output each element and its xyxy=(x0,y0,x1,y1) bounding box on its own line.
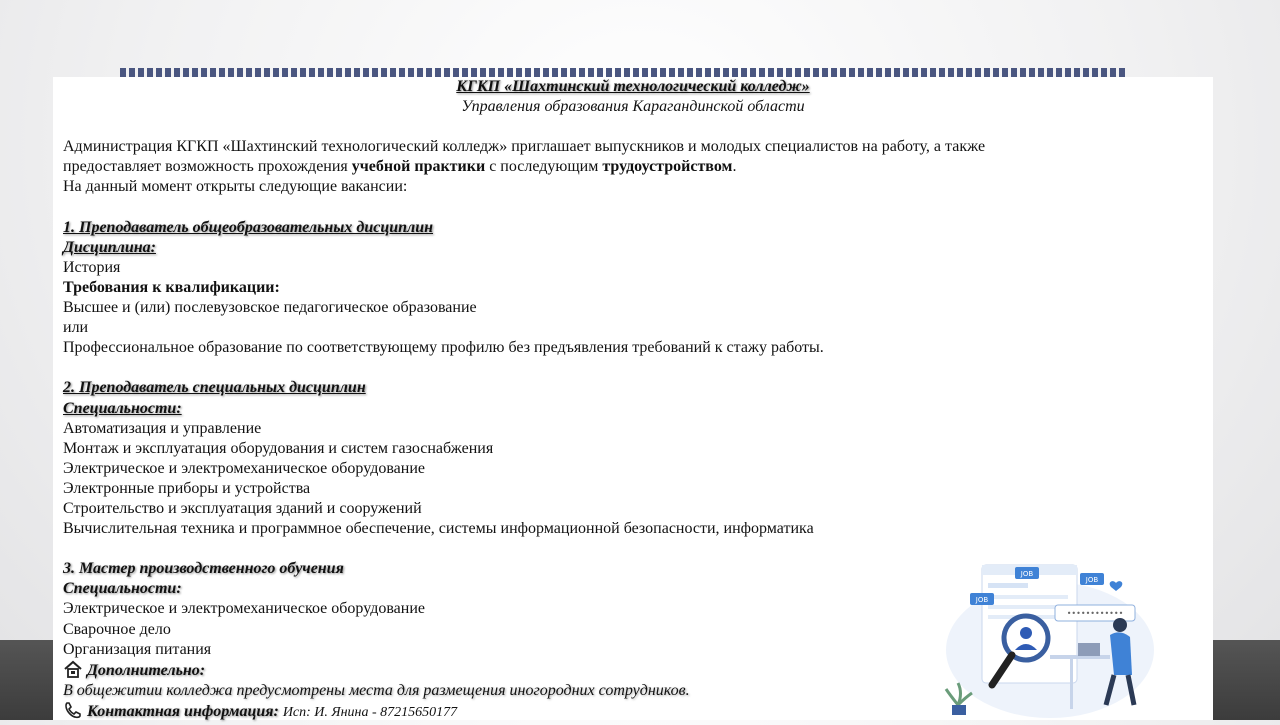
vacancy-2-title: 2. Преподаватель специальных дисциплин xyxy=(63,379,366,397)
vacancy-1-discipline-label: Дисциплина: xyxy=(63,238,156,256)
vacancy-1-req-label: Требования к квалификации: xyxy=(63,278,280,296)
vacancy-1-or: или xyxy=(63,319,89,337)
job-badge-1: JOB xyxy=(1020,570,1034,578)
vacancy-3-item: Сварочное дело xyxy=(63,620,171,638)
vacancy-2-item: Электрическое и электромеханическое оборудование xyxy=(63,459,425,477)
job-search-illustration xyxy=(940,555,1155,720)
vacancy-2-item: Вычислительная техника и программное обеспечение, системы информационной безопасности, информатика xyxy=(63,520,814,538)
org-department: Управления образования Карагандинской области xyxy=(461,98,805,116)
vacancy-1-req-1: Высшее и (или) послевузовское педагогическое образование xyxy=(63,299,477,317)
vacancy-2-spec-label: Специальности: xyxy=(63,399,182,417)
job-badge-3: JOB xyxy=(975,596,989,604)
vacancy-2-item: Автоматизация и управление xyxy=(63,419,262,437)
job-badge-2: JOB xyxy=(1085,576,1099,584)
vacancy-1-discipline: История xyxy=(63,258,121,276)
contact-label: Контактная информация: xyxy=(87,702,279,720)
vacancy-2-item: Строительство и эксплуатация зданий и сооружений xyxy=(63,499,422,517)
vacancy-1-req-2: Профессиональное образование по соответствующему профилю без предъявления требований к стажу работы. xyxy=(63,339,824,357)
house-icon xyxy=(63,660,83,678)
vacancy-2-item: Монтаж и эксплуатация оборудования и систем газоснабжения xyxy=(63,439,494,457)
decorative-dashed-bar xyxy=(120,68,1125,77)
svg-text:••••••••••••: •••••••••••• xyxy=(1066,609,1124,618)
org-title: КГКП «Шахтинский технологический колледж» xyxy=(456,78,810,95)
contact-text: Исп: И. Янина - 87215650177 xyxy=(282,704,458,720)
vacancy-3-title: 3. Мастер производственного обучения xyxy=(63,560,344,578)
vacancy-3-spec-label: Специальности: xyxy=(63,580,182,598)
intro-line-1: Администрация КГКП «Шахтинский технологический колледж» приглашает выпускников и молодых специалистов на работу, а также xyxy=(63,138,986,156)
vacancy-2-item: Электронные приборы и устройства xyxy=(63,479,311,497)
vacancy-3-item: Организация питания xyxy=(63,640,212,658)
intro-line-3: На данный момент открыты следующие вакансии: xyxy=(63,178,408,196)
extra-text: В общежитии колледжа предусмотрены места для размещения иногородних сотрудников. xyxy=(63,681,690,699)
vacancy-1-title: 1. Преподаватель общеобразовательных дисциплин xyxy=(63,218,433,236)
intro-line-2: предоставляет возможность прохождения учебной практики с последующим трудоустройством. xyxy=(63,158,737,176)
extra-label: Дополнительно: xyxy=(87,661,206,679)
phone-icon xyxy=(63,701,83,719)
vacancy-3-item: Электрическое и электромеханическое оборудование xyxy=(63,600,425,618)
